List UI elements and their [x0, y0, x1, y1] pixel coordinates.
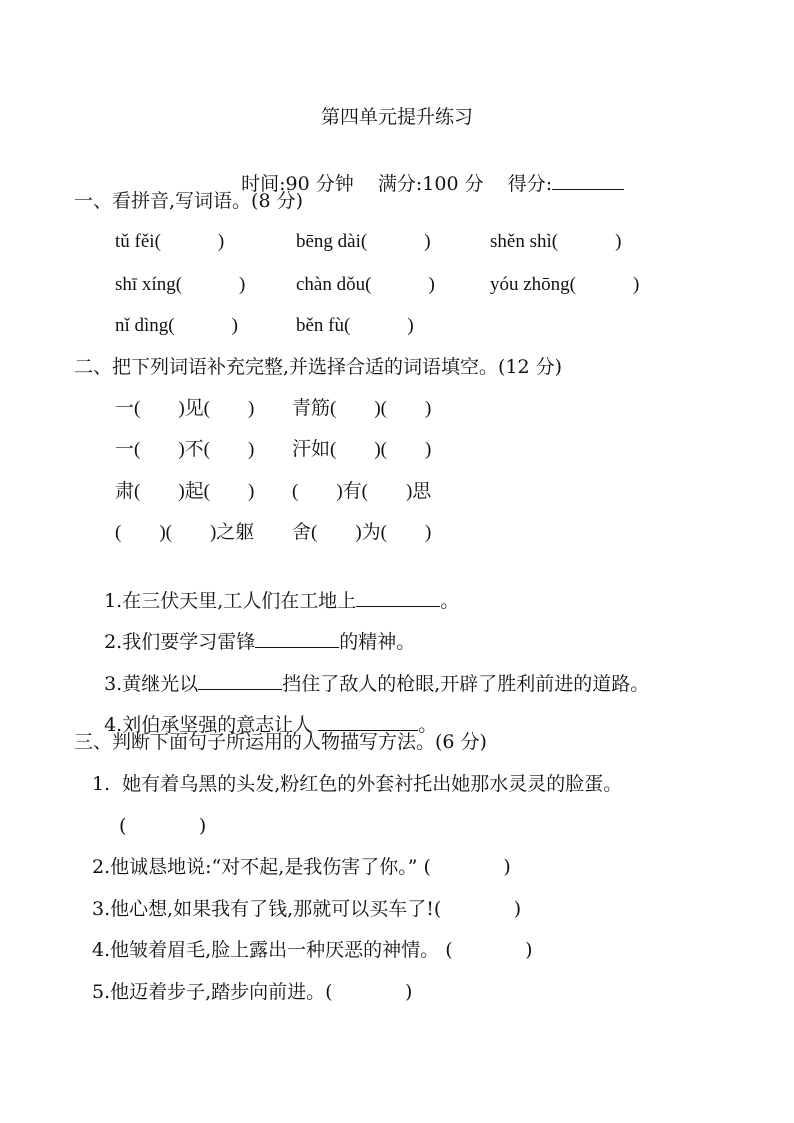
- sentence-text: 1.在三伏天里,工人们在工地上: [104, 590, 357, 612]
- pinyin-item[interactable]: shěn shì( ): [490, 231, 622, 252]
- idiom-item[interactable]: 汗如( )( ): [292, 439, 432, 460]
- sentence-text: 2.我们要学习雷锋: [104, 631, 256, 653]
- sentence-text: 。: [418, 714, 438, 736]
- sentence-text: 3.黄继光以: [104, 673, 199, 695]
- idiom-item[interactable]: 舍( )为( ): [292, 522, 432, 543]
- section-1-heading: 一、看拼音,写词语。(8 分): [74, 190, 303, 212]
- pinyin-item[interactable]: chàn dǒu( ): [296, 274, 435, 295]
- idiom-item[interactable]: ( )( )之躯: [115, 522, 255, 543]
- idiom-item[interactable]: ( )有( )思: [292, 481, 432, 502]
- score-label: 得分:: [507, 173, 553, 195]
- idiom-item[interactable]: 一( )见( ): [115, 398, 255, 419]
- score-blank[interactable]: [552, 171, 624, 190]
- idiom-item[interactable]: 一( )不( ): [115, 439, 255, 460]
- answer-blank[interactable]: [255, 629, 339, 648]
- pinyin-item[interactable]: běn fù( ): [296, 315, 414, 336]
- section-2-heading: 二、把下列词语补充完整,并选择合适的词语填空。(12 分): [74, 356, 563, 378]
- sentence-text: 挡住了敌人的枪眼,开辟了胜利前进的道路。: [282, 673, 650, 695]
- idiom-item[interactable]: 青筋( )( ): [292, 398, 432, 419]
- judge-item: 3.他心想,如果我有了钱,那就可以买车了!( ): [92, 898, 522, 920]
- answer-blank[interactable]: [318, 712, 418, 731]
- pinyin-item[interactable]: shī xíng( ): [115, 274, 246, 295]
- sentence-text: 的精神。: [339, 631, 416, 653]
- pinyin-item[interactable]: yóu zhōng( ): [490, 274, 640, 295]
- judge-item: 4.他皱着眉毛,脸上露出一种厌恶的神情。 ( ): [92, 939, 533, 961]
- judge-item: 5.他迈着步子,踏步向前进。( ): [92, 981, 413, 1003]
- judge-answer[interactable]: ( ): [119, 815, 207, 837]
- pinyin-item[interactable]: tǔ fěi( ): [115, 231, 225, 252]
- time-limit: 时间:90 分钟: [241, 173, 354, 195]
- judge-item: 1. 她有着乌黑的头发,粉红色的外套衬托出她那水灵灵的脸蛋。: [92, 773, 623, 795]
- full-score: 满分:100 分: [377, 173, 484, 195]
- page-title: 第四单元提升练习: [320, 106, 473, 128]
- sentence-text: 。: [440, 590, 460, 612]
- pinyin-item[interactable]: nǐ dìng( ): [115, 315, 238, 336]
- section-3-heading: 三、判断下面句子所运用的人物描写方法。(6 分): [74, 731, 487, 753]
- idiom-item[interactable]: 肃( )起( ): [115, 481, 255, 502]
- pinyin-item[interactable]: bēng dài( ): [296, 231, 431, 252]
- sentence-text: 4.刘伯承坚强的意志让人: [104, 714, 319, 736]
- judge-item: 2.他诚恳地说:“对不起,是我伤害了你。” ( ): [92, 856, 511, 878]
